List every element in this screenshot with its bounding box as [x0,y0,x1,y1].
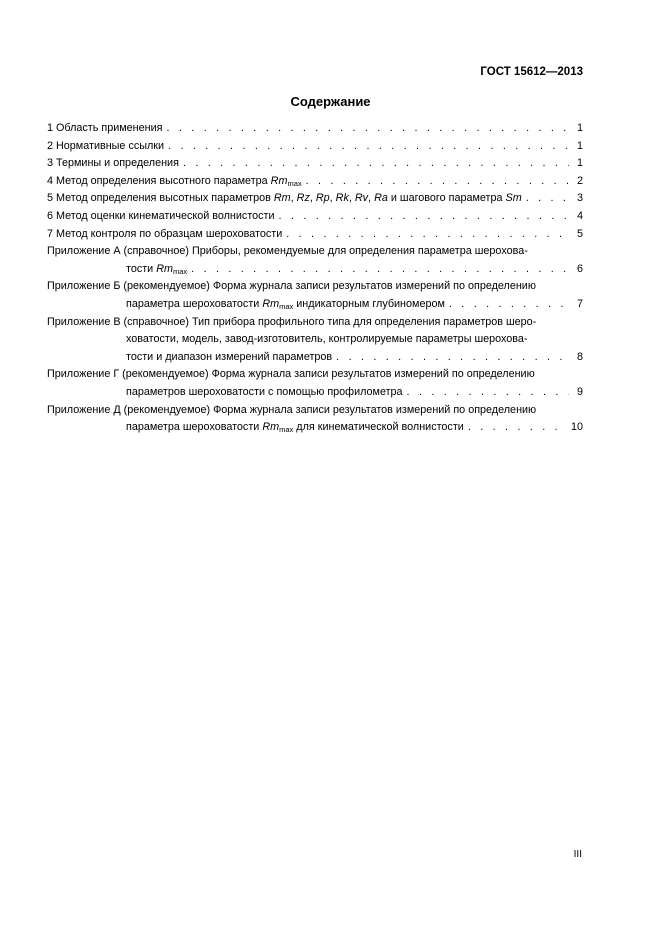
toc-entry-page: 3 [576,192,583,205]
toc-entry-page: 1 [576,139,583,152]
toc-entry-1[interactable] [47,120,583,138]
toc-entry-2[interactable] [47,138,583,156]
toc-entry-page: 5 [576,227,583,240]
toc-entry-5[interactable] [47,190,583,208]
page-number: III [573,849,582,860]
toc-title: Содержание [290,94,371,109]
leader-dots [526,190,569,208]
annex-label: тости $Rm_{max}$ [126,262,188,276]
annex-title-line: Приложение Д (рекомендуемое) Форма журнала записи результатов измерений по определению [47,403,537,416]
annex-last-line [47,349,583,367]
leader-dots [306,173,569,191]
toc-entry-page: 7 [576,297,583,310]
leader-dots [167,120,570,138]
document-code: ГОСТ 15612—2013 [480,66,583,78]
leader-dots [407,384,569,402]
annex-title-line: Приложение А (справочное) Приборы, рекомендуемые для определения параметра шерохова- [47,245,528,258]
annex-title-line: Приложение В (справочное) Тип прибора профильного типа для определения параметров шеро- [47,315,537,328]
toc-annex-g[interactable] [47,366,583,401]
leader-dots [286,226,569,244]
annex-title-line: Приложение Г (рекомендуемое) Форма журнала записи результатов измерений по определению [47,368,535,381]
toc-entry-page: 4 [576,209,583,222]
toc-entry-page: 9 [576,385,583,398]
annex-label: тости и диапазон измерений параметров [126,350,333,363]
toc-entry-label: 5 Метод определения высотных параметров Rm, Rz, Rp, Rk, Rv, Ra и шагового параметра Sm [47,192,522,205]
leader-dots [468,419,567,437]
toc-entry-page: 10 [570,421,583,434]
leader-dots [168,138,569,156]
annex-last-line [47,419,583,437]
leader-dots [191,261,569,279]
toc-entry-3[interactable] [47,155,583,173]
toc-entry-4[interactable] [47,173,583,191]
toc-entry-page: 2 [576,174,583,187]
toc-entry-label: 3 Термины и определения [47,157,179,170]
toc-entry-page: 1 [576,122,583,134]
toc-annex-v[interactable] [47,314,583,367]
annex-title-line: ховатости, модель, завод-изготовитель, контролируемые параметры шерохова- [126,333,528,346]
toc-entry-label: 1 Область применения [47,122,163,134]
toc-annex-a[interactable] [47,243,583,278]
toc-entry-page: 8 [576,350,583,363]
toc-entry-label: 6 Метод оценки кинематической волнистости [47,209,275,222]
table-of-contents [47,120,583,437]
annex-last-line [47,384,583,402]
toc-annex-d[interactable] [47,402,583,437]
annex-label: параметра шероховатости $Rm_{max}$ индикаторным глубиномером [126,297,445,311]
toc-entry-page: 6 [576,262,583,275]
annex-label: параметра шероховатости $Rm_{max}$ для кинематической волнистости [126,421,464,435]
toc-entry-label: 7 Метод контроля по образцам шероховатости [47,227,283,240]
toc-entry-label: 2 Нормативные ссылки [47,139,165,152]
leader-dots [183,155,569,173]
toc-entry-7[interactable] [47,226,583,244]
annex-title-line: Приложение Б (рекомендуемое) Форма журнала записи результатов измерений по определению [47,280,536,293]
toc-entry-6[interactable] [47,208,583,226]
annex-label: параметров шероховатости с помощью профилометра [126,385,403,398]
annex-last-line [47,296,583,314]
annex-last-line [47,261,583,279]
leader-dots [336,349,569,367]
leader-dots [279,208,569,226]
leader-dots [449,296,569,314]
toc-annex-b[interactable] [47,278,583,313]
toc-entry-label: 4 Метод определения высотного параметра $Rm_{max}$ [47,174,302,188]
toc-entry-page: 1 [576,157,583,170]
